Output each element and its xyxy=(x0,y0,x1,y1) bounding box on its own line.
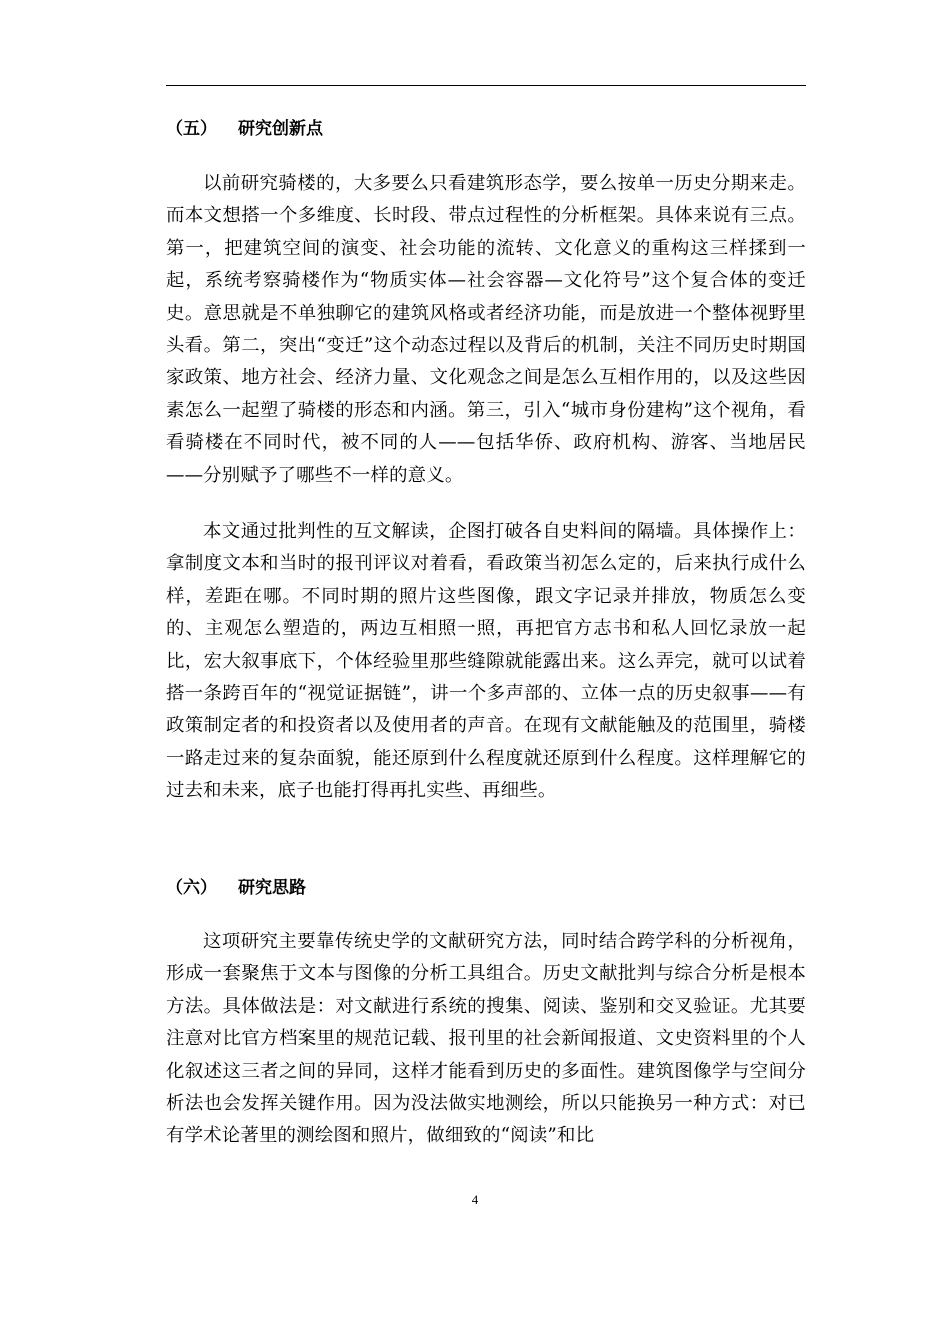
section-title: 研究创新点 xyxy=(238,119,323,139)
paragraph: 这项研究主要靠传统史学的文献研究方法，同时结合跨学科的分析视角，形成一套聚焦于文本与图像的分析工具组合。历史文献批判与综合分析是根本方法。具体做法是：对文献进行系统的搜集、阅读、鉴别和交叉验证。尤其要注意对比官方档案里的规范记载、报刊里的社会新闻报道、文史资料里的个人化叙述这三者之间的异同，这样才能看到历史的多面性。建筑图像学与空间分析法也会发挥关键作用。因为没法做实地测绘，所以只能换另一种方式：对已有学术论著里的测绘图和照片，做细致的“阅读”和比 xyxy=(166,931,806,1147)
section-number: （五） xyxy=(166,119,217,139)
paragraph: 以前研究骑楼的，大多要么只看建筑形态学，要么按单一历史分期来走。而本文想搭一个多维度、长时段、带点过程性的分析框架。具体来说有三点。第一，把建筑空间的演变、社会功能的流转、文化意义的重构这三样揉到一起，系统考察骑楼作为“物质实体—社会容器—文化符号”这个复合体的变迁史。意思就是不单独聊它的建筑风格或者经济功能，而是放进一个整体视野里头看。第二，突出“变迁”这个动态过程以及背后的机制，关注不同历史时期国家政策、地方社会、经济力量、文化观念之间是怎么互相作用的，以及这些因素怎么一起塑了骑楼的形态和内涵。第三，引入“城市身份建构”这个视角，看看骑楼在不同时代，被不同的人——包括华侨、政府机构、游客、当地居民——分别赋予了哪些不一样的意义。 xyxy=(166,173,806,486)
page-number: 4 xyxy=(471,1192,479,1207)
header-rule xyxy=(166,85,806,86)
section-title: 研究思路 xyxy=(238,878,306,898)
section-heading-innovation xyxy=(166,119,323,139)
section-heading-approach xyxy=(166,878,306,898)
paragraph: 本文通过批判性的互文解读，企图打破各自史料间的隔墙。具体操作上：拿制度文本和当时的报刊评议对着看，看政策当初怎么定的，后来执行成什么样，差距在哪。不同时期的照片这些图像，跟文字记录并排放，物质怎么变的、主观怎么塑造的，两边互相照一照，再把官方志书和私人回忆录放一起比，宏大叙事底下，个体经验里那些缝隙就能露出来。这么弄完，就可以试着搭一条跨百年的“视觉证据链”，讲一个多声部的、立体一点的历史叙事——有政策制定者的和投资者以及使用者的声音。在现有文献能触及的范围里，骑楼一路走过来的复杂面貌，能还原到什么程度就还原到什么程度。这样理解它的过去和未来，底子也能打得再扎实些、再细些。 xyxy=(166,521,806,802)
section-number: （六） xyxy=(166,878,217,898)
